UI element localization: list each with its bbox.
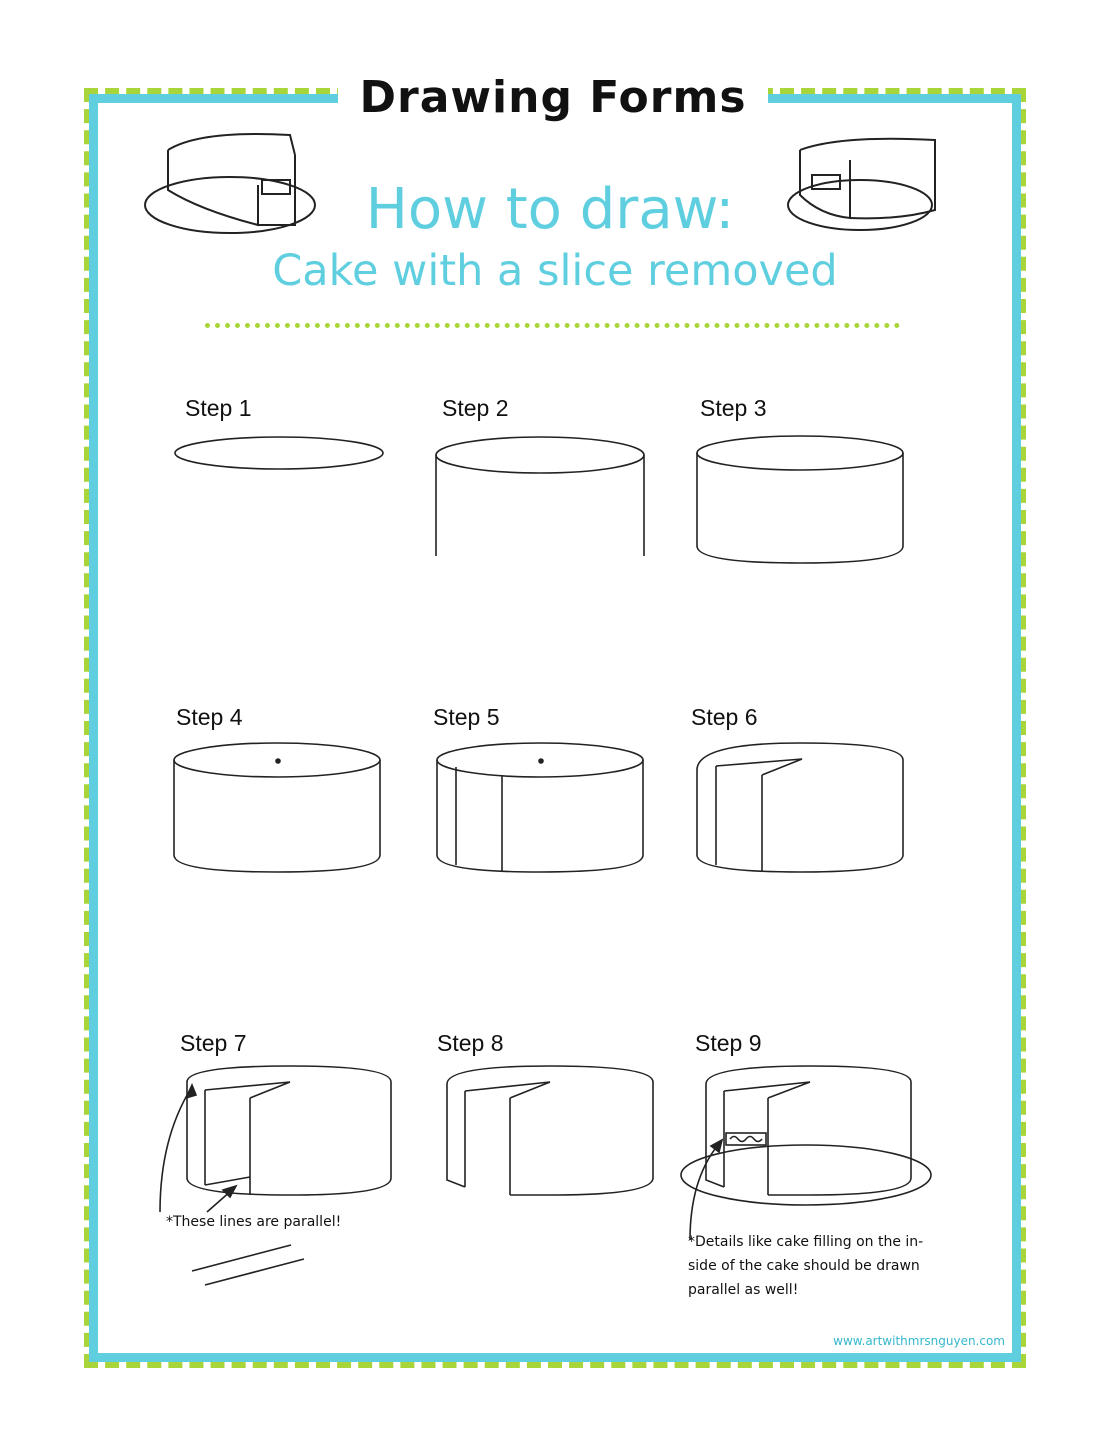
step-5-drawing (437, 743, 643, 872)
step-9-label: Step 9 (695, 1030, 762, 1056)
step-4-drawing (174, 743, 380, 872)
step-6-label: Step 6 (691, 704, 758, 730)
parallel-note: *These lines are parallel! (166, 1214, 342, 1230)
footer-url: www.artwithmrsnguyen.com (833, 1334, 1005, 1348)
banner-title: Drawing Forms (338, 70, 768, 126)
step-1-ellipse (175, 437, 383, 469)
details-note-line-2: side of the cake should be drawn (688, 1258, 920, 1274)
step-4-label: Step 4 (176, 704, 243, 730)
cake-illustration-right (788, 139, 935, 230)
step-7-label: Step 7 (180, 1030, 247, 1056)
step-2-drawing (436, 437, 644, 556)
details-note-line-1: *Details like cake filling on the in- (688, 1234, 924, 1250)
step-5-label: Step 5 (433, 704, 500, 730)
step-3-drawing (697, 436, 903, 563)
step-8-label: Step 8 (437, 1030, 504, 1056)
step-6-drawing (697, 743, 903, 872)
step-8-drawing (447, 1066, 653, 1195)
cake-illustration-left (145, 134, 315, 233)
step-1-label: Step 1 (185, 395, 252, 421)
step-3-label: Step 3 (700, 395, 767, 421)
step-2-label: Step 2 (442, 395, 509, 421)
page-title: How to draw: (365, 177, 735, 242)
step-7-drawing (160, 1066, 391, 1285)
step-9-drawing (681, 1066, 931, 1240)
page-subtitle: Cake with a slice removed (272, 246, 838, 296)
details-note-line-3: parallel as well! (688, 1282, 799, 1298)
